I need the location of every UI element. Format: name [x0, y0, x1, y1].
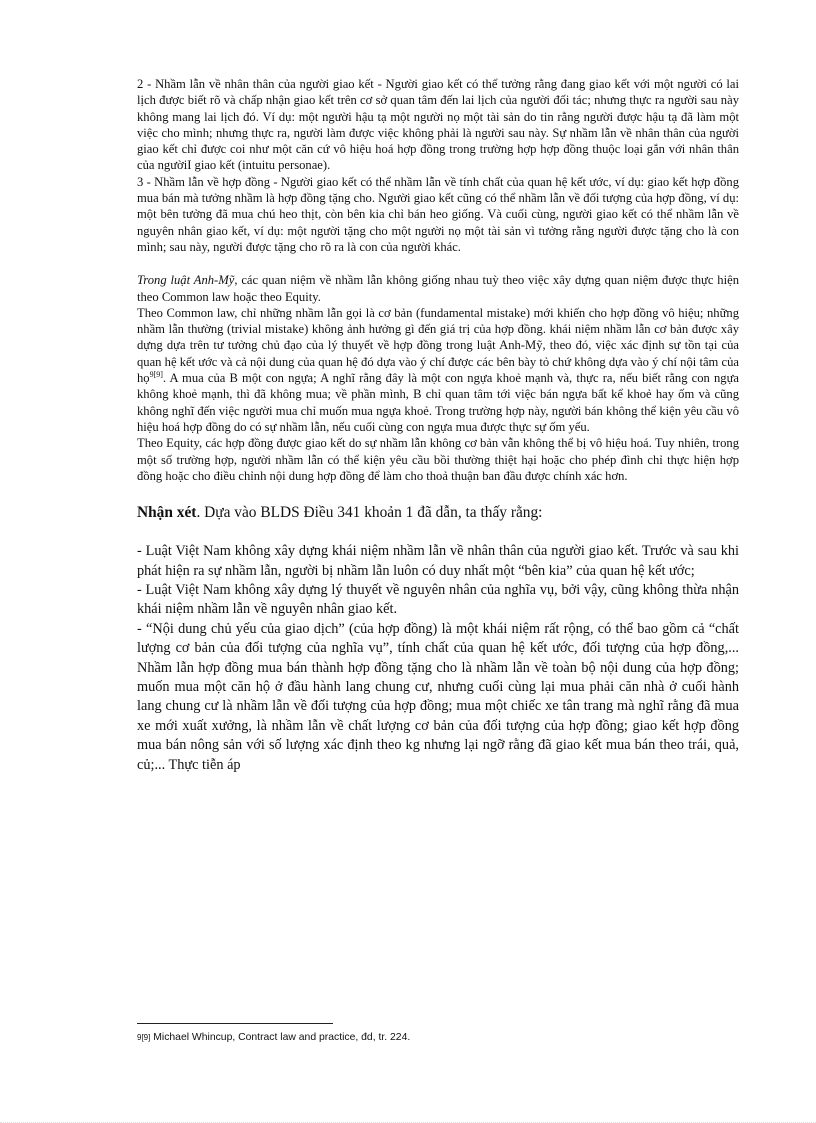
bullet-item: [137, 620, 739, 775]
paragraph-text: 2 - Nhầm lẫn về nhân thân của người giao kết - Người giao kết có thể tưởng rằng đang giao kết với một người có lai lịch được biết rõ và chấp nhận giao kết trên cơ sở quan tâm đến lai lịch của người đối tác; nhưng thực ra người sau này không mang lai lịch đó. Ví dụ: một người hậu tạ một người nọ một tài sản do tin rằng người được hậu tạ đã làm một việc cho mình; nhưng thực ra, người làm được việc không phải là người sau này. Sự nhầm lẫn về nhân thân của người giao kết chỉ được coi như một căn cứ vô hiệu hoá hợp đồng trong trường hợp hợp đồng thuộc loại gắn với nhân thân của ngườiI giao kết (intuitu personae).: [137, 77, 739, 173]
footnote-divider: [137, 1023, 333, 1024]
paragraph-text: Theo Equity, các hợp đồng được giao kết do sự nhầm lẫn không cơ bản vẫn không thể bị vô hiệu hoá. Tuy nhiên, trong một số trường hợp, người nhầm lẫn có thể kiện yêu cầu bồi thường thiệt hại hoặc cho phép đình chỉ thực hiện hợp đồng hoặc cho điều chỉnh nội dung hợp đồng để làm cho thoả thuận ban đầu được chính xác hơn.: [137, 436, 739, 483]
paragraph-common-law: [137, 305, 739, 435]
spacer: [137, 255, 739, 272]
paragraph-text: . A mua của B một con ngựa; A nghĩ rằng đây là một con ngựa khoẻ mạnh và, thực ra, nếu biết rằng con ngựa không khoẻ mạnh, thì đã không mua; về phần mình, B chỉ quan tâm tới việc bán ngựa bất kể khoẻ hay ốm và cũng không nghĩ đến việc người mua chỉ muốn mua ngựa khoẻ. Trong trường hợp này, người bán không thể kiện yêu cầu vô hiệu hoá hợp đồng do có sự nhầm lẫn, nếu cuối cùng con ngựa mua được thực sự ốm yếu.: [137, 371, 739, 434]
paragraph-anglo-american: [137, 272, 739, 305]
footnote: [137, 1031, 739, 1044]
footnote-text: Michael Whincup, Contract law and practice, đd, tr. 224.: [150, 1032, 411, 1043]
paragraph-text: Theo Common law, chỉ những nhầm lẫn gọi là cơ bản (fundamental mistake) mới khiến cho hợp đồng vô hiệu; những nhầm lẫn thường (trivial mistake) không ảnh hưởng gì đến giá trị của hợp đồng. khái niệm nhầm lẫn cơ bản được xây dựng dựa trên tư tưởng chủ đạo của lý thuyết về hợp đồng trong luật Anh-Mỹ, theo đó, việc xác định sự tồn tại của quan hệ kết ước và cả nội dung của quan hệ đó dựa vào ý chí được các bên bày tỏ chứ không dựa vào ý chí nội tâm của họ: [137, 305, 739, 386]
spacer: [137, 484, 739, 503]
bullet-text: - Luật Việt Nam không xây dựng khái niệm nhầm lẫn về nhân thân của người giao kết. Trước và sau khi phát hiện ra sự nhầm lẫn, người bị nhầm lẫn luôn có duy nhất một “bên kia” của quan hệ kết ước;: [137, 543, 739, 579]
section-heading: [137, 503, 739, 523]
footnote-marker: 9[9]: [137, 1033, 151, 1042]
bullet-item: [137, 581, 739, 620]
italic-phrase: Trong luật Anh-Mỹ: [137, 273, 235, 288]
heading-bold-label: Nhận xét: [137, 504, 197, 522]
bullet-item: [137, 542, 739, 581]
heading-text: . Dựa vào BLDS Điều 341 khoản 1 đã dẫn, ta thấy rằng:: [196, 504, 543, 522]
bullet-text: - “Nội dung chủ yếu của giao dịch” (của hợp đồng) là một khái niệm rất rộng, có thể bao gồm cả “chất lượng cơ bản của đối tượng của nghĩa vụ”, tính chất của quan hệ kết ước, đối tượng của hợp đồng,... Nhầm lẫn hợp đồng mua bán thành hợp đồng tặng cho là nhầm lẫn về toàn bộ nội dung của hợp đồng; muốn mua một căn hộ ở đầu hành lang chung cư, nhưng cuối cùng lại mua phải căn nhà ở cuối hành lang chung cư là nhầm lẫn về đối tượng của hợp đồng; mua một chiếc xe tân trang mà nghĩ rằng đã mua xe mới xuất xưởng, là nhầm lẫn về chất lượng cơ bản của đối tượng của hợp đồng; giao kết hợp đồng mua bán nông sản với số lượng xác định theo kg nhưng lại ngỡ rằng đã giao kết mua bán theo trái, quả, củ;... Thực tiễn áp: [137, 620, 739, 773]
body-block-large: [137, 503, 739, 775]
paragraph-identity-mistake: [137, 76, 739, 174]
footnote-reference[interactable]: 9[9]: [149, 369, 163, 379]
spacer: [137, 523, 739, 542]
paragraph-equity: [137, 435, 739, 484]
document-page: [137, 76, 739, 775]
bullet-text: - Luật Việt Nam không xây dựng lý thuyết về nguyên nhân của nghĩa vụ, bởi vậy, cũng không thừa nhận khái niệm nhầm lẫn về nguyên nhân giao kết.: [137, 581, 739, 618]
paragraph-contract-mistake: [137, 174, 739, 255]
paragraph-text: 3 - Nhầm lẫn về hợp đồng - Người giao kết có thể nhầm lẫn về tính chất của quan hệ kết ước, ví dụ: giao kết hợp đồng mua bán mà tưởng nhầm là hợp đồng tặng cho. Người giao kết cũng có thể nhầm lẫn về đối tượng của hợp đồng, ví dụ: một bên tưởng đã mua chú heo thịt, còn bên kia chỉ bán heo giống. Và cuối cùng, người giao kết có thể nhầm lẫn về nguyên nhân giao kết, ví dụ: một người tặng cho một người nọ một tài sản vì tưởng rằng người được tặng cho là con mình; sau này, người được tặng cho rõ ra là con của người khác.: [137, 174, 739, 254]
body-block-small: [137, 76, 739, 484]
paragraph-text: , các quan niệm về nhầm lẫn không giống nhau tuỳ theo việc xây dựng quan niệm được thực hiện theo Common law hoặc theo Equity.: [137, 273, 739, 304]
